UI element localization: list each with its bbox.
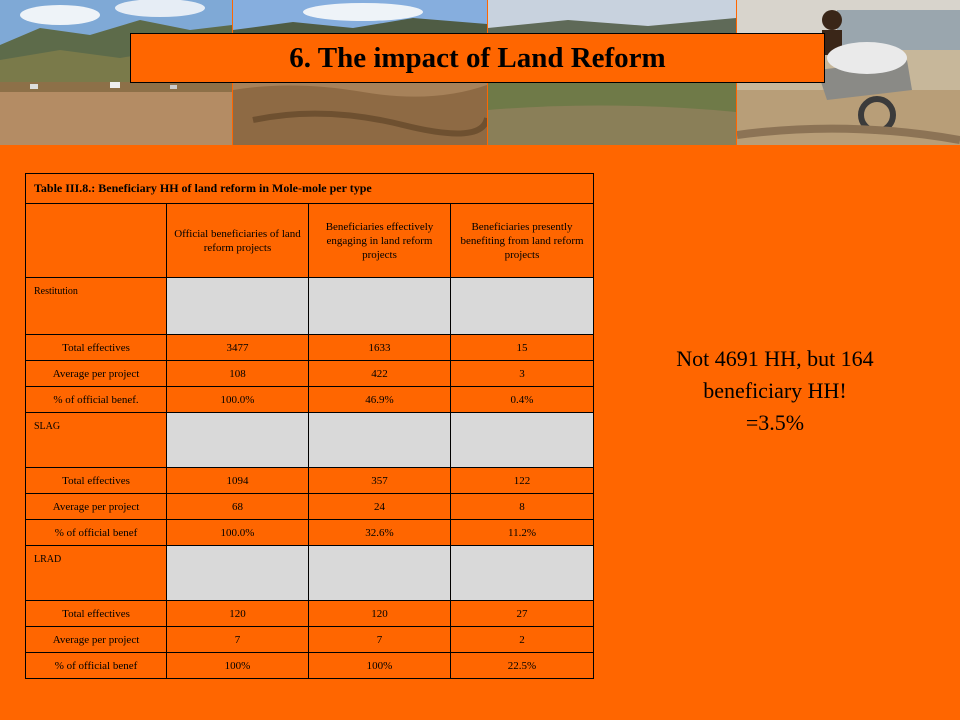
table-row xyxy=(26,335,594,361)
beneficiary-table xyxy=(25,173,594,679)
table-cell: 0.4% xyxy=(451,387,594,413)
table-cell: 3477 xyxy=(167,335,309,361)
table-cell: 120 xyxy=(167,601,309,627)
table-cell: 422 xyxy=(309,361,451,387)
table-cell: 1094 xyxy=(167,468,309,494)
table-row xyxy=(26,361,594,387)
table-cell: 22.5% xyxy=(451,653,594,679)
row-label: Total effectives xyxy=(26,468,167,494)
note-line-3: =3.5% xyxy=(745,410,805,435)
table-cell: 122 xyxy=(451,468,594,494)
row-label: Total effectives xyxy=(26,335,167,361)
group-label-slag: SLAG xyxy=(26,413,167,468)
grey-cell xyxy=(309,278,451,335)
table-cell: 357 xyxy=(309,468,451,494)
table-cell: 100% xyxy=(167,653,309,679)
grey-cell xyxy=(309,413,451,468)
table-cell: 68 xyxy=(167,494,309,520)
grey-cell xyxy=(309,546,451,601)
row-label: % of official benef xyxy=(26,653,167,679)
table-cell: 1633 xyxy=(309,335,451,361)
table-cell: 7 xyxy=(309,627,451,653)
table-header-engaging: Beneficiaries effectively engaging in land reform projects xyxy=(309,204,451,278)
table-row xyxy=(26,387,594,413)
table-cell: 15 xyxy=(451,335,594,361)
table-cell: 100% xyxy=(309,653,451,679)
note-line-1: Not 4691 HH, but 164 xyxy=(676,346,874,371)
row-label: Total effectives xyxy=(26,601,167,627)
grey-cell xyxy=(167,278,309,335)
grey-cell xyxy=(451,546,594,601)
summary-note xyxy=(630,343,920,439)
table-cell: 11.2% xyxy=(451,520,594,546)
row-label: Average per project xyxy=(26,361,167,387)
group-label-restitution: Restitution xyxy=(26,278,167,335)
row-label: % of official benef. xyxy=(26,387,167,413)
table-header-blank xyxy=(26,204,167,278)
table-cell: 120 xyxy=(309,601,451,627)
table-row xyxy=(26,627,594,653)
table-cell: 46.9% xyxy=(309,387,451,413)
grey-cell xyxy=(451,278,594,335)
table-cell: 27 xyxy=(451,601,594,627)
grey-cell xyxy=(167,546,309,601)
row-label: Average per project xyxy=(26,627,167,653)
table-row xyxy=(26,520,594,546)
table-row xyxy=(26,468,594,494)
group-label-lrad: LRAD xyxy=(26,546,167,601)
table-cell: 8 xyxy=(451,494,594,520)
table-cell: 7 xyxy=(167,627,309,653)
row-label: % of official benef xyxy=(26,520,167,546)
table-header-benefiting: Beneficiaries presently benefiting from land reform projects xyxy=(451,204,594,278)
table-cell: 108 xyxy=(167,361,309,387)
table-row xyxy=(26,494,594,520)
table-cell: 3 xyxy=(451,361,594,387)
grey-cell xyxy=(167,413,309,468)
row-label: Average per project xyxy=(26,494,167,520)
table-row xyxy=(26,653,594,679)
table-cell: 24 xyxy=(309,494,451,520)
slide-title: 6. The impact of Land Reform xyxy=(130,33,825,83)
table-row xyxy=(26,601,594,627)
table-cell: 32.6% xyxy=(309,520,451,546)
table-cell: 2 xyxy=(451,627,594,653)
table-caption: Table III.8.: Beneficiary HH of land reform in Mole-mole per type xyxy=(26,174,594,204)
table-cell: 100.0% xyxy=(167,387,309,413)
table-header-official: Official beneficiaries of land reform projects xyxy=(167,204,309,278)
grey-cell xyxy=(451,413,594,468)
table-cell: 100.0% xyxy=(167,520,309,546)
note-line-2: beneficiary HH! xyxy=(703,378,847,403)
